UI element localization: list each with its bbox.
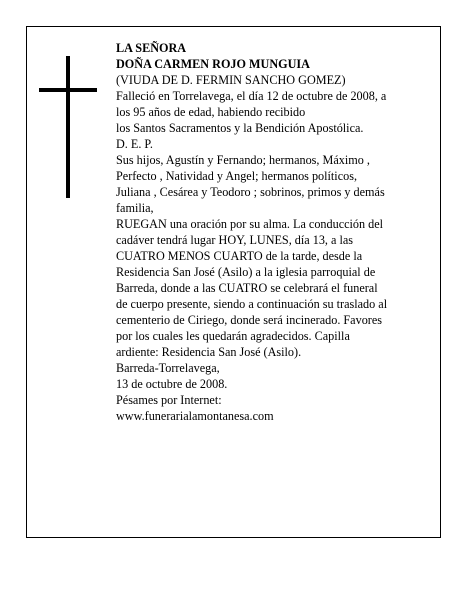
death-line: los Santos Sacramentos y la Bendición Apostólica. <box>116 121 364 135</box>
cross-horizontal-bar <box>39 88 97 92</box>
funeral-line: por los cuales les quedarán agradecidos. Capilla <box>116 329 350 343</box>
funeral-line: cadáver tendrá lugar HOY, LUNES, día 13, a las <box>116 233 354 247</box>
deceased-subtitle: (VIUDA DE D. FERMIN SANCHO GOMEZ) <box>116 73 346 87</box>
obituary-text <box>116 40 434 424</box>
obituary-notice <box>26 26 441 538</box>
family-line: Sus hijos, Agustín y Fernando; hermanos, Máximo , <box>116 153 370 167</box>
funeral-line: de cuerpo presente, siendo a continuación su traslado al <box>116 297 388 311</box>
cross-icon <box>39 56 97 198</box>
funeral-line: CUATRO MENOS CUARTO de la tarde, desde la <box>116 249 363 263</box>
funeral-line: RUEGAN una oración por su alma. La conducción del <box>116 217 384 231</box>
death-line: Falleció en Torrelavega, el día 12 de octubre de 2008, a <box>116 89 387 103</box>
family-line: Juliana , Cesárea y Teodoro ; sobrinos, primos y demás <box>116 185 385 199</box>
date-line: 13 de octubre de 2008. <box>116 377 228 391</box>
funeral-line: Residencia San José (Asilo) a la iglesia parroquial de <box>116 265 376 279</box>
place-line: Barreda-Torrelavega, <box>116 361 220 375</box>
notice-title: LA SEÑORA <box>116 41 187 55</box>
funeral-line: cementerio de Ciriego, donde será incinerado. Favores <box>116 313 382 327</box>
website-link[interactable]: www.funerarialamontanesa.com <box>116 409 274 423</box>
dep-line: D. E. P. <box>116 137 153 151</box>
family-line: familia, <box>116 201 154 215</box>
condolences-label: Pésames por Internet: <box>116 393 222 407</box>
funeral-line: Barreda, donde a las CUATRO se celebrará el funeral <box>116 281 378 295</box>
family-line: Perfecto , Natividad y Angel; hermanos políticos, <box>116 169 357 183</box>
death-line: los 95 años de edad, habiendo recibido <box>116 105 306 119</box>
deceased-name: DOÑA CARMEN ROJO MUNGUIA <box>116 57 310 71</box>
cross-vertical-bar <box>66 56 70 198</box>
funeral-line: ardiente: Residencia San José (Asilo). <box>116 345 302 359</box>
